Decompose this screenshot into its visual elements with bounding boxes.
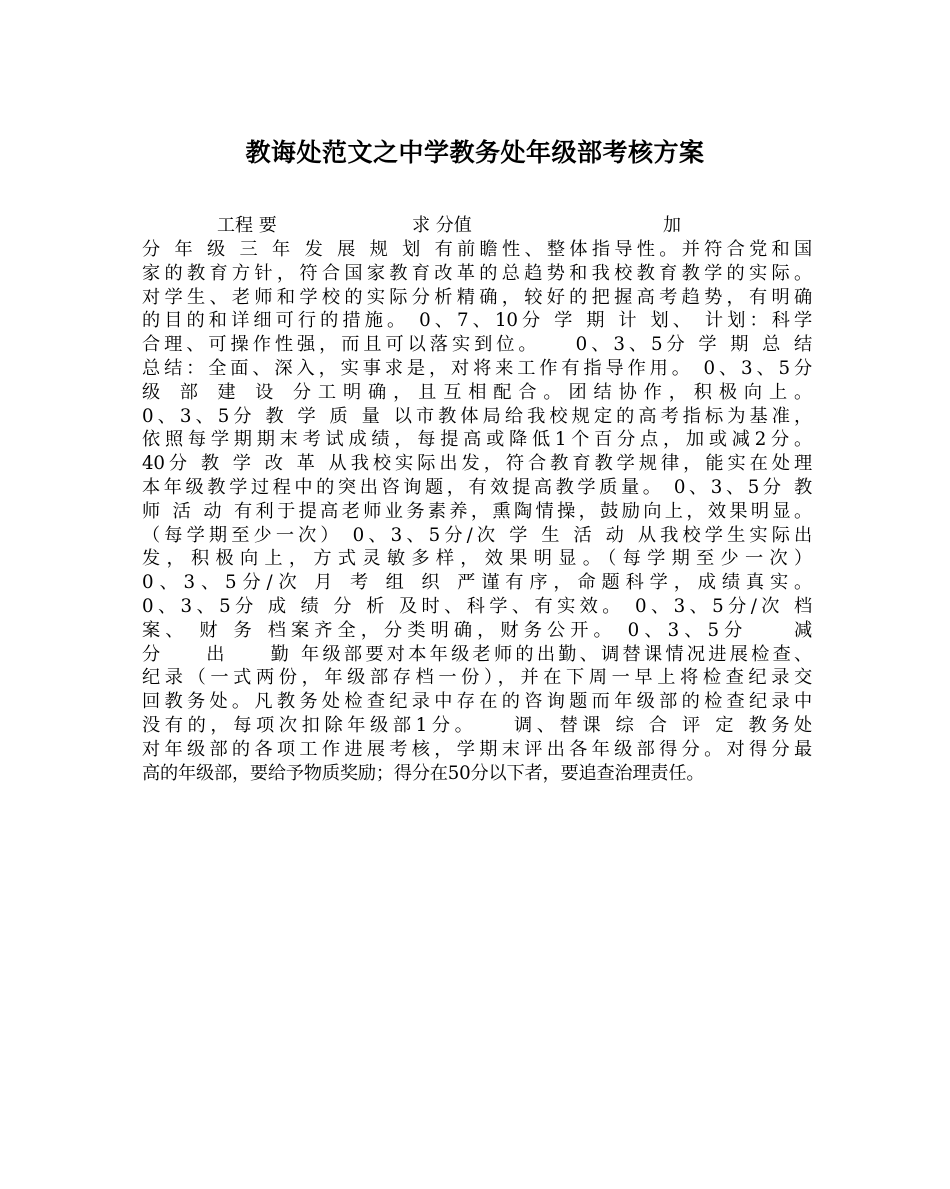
body-line: 0、3、5分/次 月 考 组 织 严谨有序，命题科学，成绩真实。 xyxy=(142,572,812,594)
body-line: 0、3、5分 成 绩 分 析 及时、科学、有实效。 0、3、5分/次 档 xyxy=(142,595,812,617)
body-line: 师 活 动 有利于提高老师业务素养，熏陶情操，鼓励向上，效果明显。 xyxy=(142,500,812,522)
body-line: 0、3、5分 教 学 质 量 以市教体局给我校规定的高考指标为基准， xyxy=(142,405,812,427)
header-item-requirement: 工程 要 xyxy=(217,215,277,236)
header-add: 加 xyxy=(663,215,681,236)
body-line: 纪录（一式两份，年级部存档一份），并在下周一早上将检查纪录交 xyxy=(142,667,812,689)
header-score: 求 分值 xyxy=(412,215,472,236)
body-line: 高的年级部，要给予物质奖励；得分在50分以下者，要追查治理责任。 xyxy=(142,762,705,784)
body-line: 分 年 级 三 年 发 展 规 划 有前瞻性、整体指导性。并符合党和国 xyxy=(142,239,812,260)
body-line: 40分 教 学 改 革 从我校实际出发，符合教育教学规律，能实在处理 xyxy=(142,453,812,475)
body-line: 案、 财 务 档案齐全，分类明确，财务公开。 0、3、5分 减 xyxy=(142,619,812,641)
body-line: 家的教育方针，符合国家教育改革的总趋势和我校教育教学的实际。 xyxy=(142,262,812,284)
body-line: （每学期至少一次） 0、3、5分/次 学 生 活 动 从我校学生实际出 xyxy=(142,524,812,546)
body-line: 对学生、老师和学校的实际分析精确，较好的把握高考趋势，有明确 xyxy=(142,286,812,308)
body-line: 总结：全面、深入，实事求是，对将来工作有指导作用。 0、3、5分 xyxy=(142,357,812,379)
table-header-row xyxy=(0,214,950,238)
body-line: 分 出 勤 年级部要对本年级老师的出勤、调替课情况进展检查、 xyxy=(142,643,812,665)
body-line: 合理、可操作性强，而且可以落实到位。 0、3、5分 学 期 总 结 xyxy=(142,334,812,356)
body-line: 发，积极向上，方式灵敏多样，效果明显。（每学期至少一次） xyxy=(142,548,812,570)
body-line: 对年级部的各项工作进展考核，学期末评出各年级部得分。对得分最 xyxy=(142,738,812,760)
body-line: 本年级教学过程中的突出咨询题，有效提高教学质量。 0、3、5分 教 xyxy=(142,476,812,498)
body-line: 回教务处。凡教务处检查纪录中存在的咨询题而年级部的检查纪录中 xyxy=(142,691,812,713)
body-line: 没有的，每项次扣除年级部1分。 调、替课 综 合 评 定 教务处 xyxy=(142,714,812,736)
body-line: 的目的和详细可行的措施。 0、7、10分 学 期 计 划、 计划：科学 xyxy=(142,310,812,332)
document-title: 教诲处范文之中学教务处年级部考核方案 xyxy=(245,138,705,167)
document-body xyxy=(142,238,812,785)
body-line: 依照每学期期末考试成绩，每提高或降低1个百分点，加或减2分。 xyxy=(142,429,812,451)
body-line: 级 部 建 设 分工明确，且互相配合。团结协作，积极向上。 xyxy=(142,381,812,403)
